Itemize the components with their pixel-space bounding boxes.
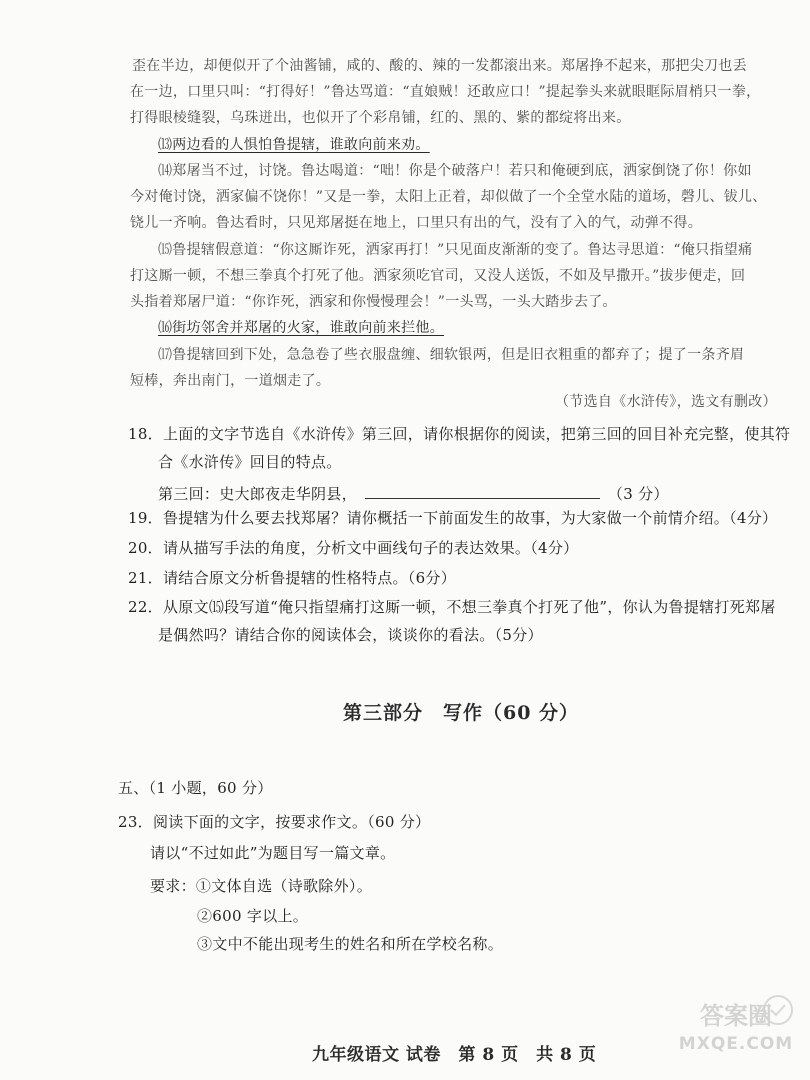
- paragraph-15-line-3: 头指着郑屠尸道：“你诈死，洒家和你慢慢理会！”一头骂，一头大踏步去了。: [130, 294, 617, 310]
- question-18-line-1: 18．上面的文字节选自《水浒传》第三回，请你根据你的阅读，把第三回的回目补充完整，使其符: [128, 425, 791, 443]
- question-22-line-1: 22．从原文⒂段写道“俺只指望痛打这厮一顿，不想三拳真个打死了他”，你认为鲁提辖打死郑屠: [128, 598, 776, 616]
- requirement-2: ②600 字以上。: [197, 907, 309, 925]
- watermark-text-top: 答案圈: [700, 1002, 772, 1030]
- question-18-prefix: 第三回：史大郎夜走华阴县，: [158, 485, 357, 503]
- question-23: 23．阅读下面的文字，按要求作文。（60 分）: [118, 813, 431, 831]
- question-18-score: （3 分）: [607, 485, 669, 503]
- question-20: 20．请从描写手法的角度，分析文中画线句子的表达效果。（4分）: [128, 539, 579, 557]
- requirement-1: 要求：①文体自选（诗歌除外）。: [150, 877, 373, 895]
- section-3-title: 第三部分 写作（60 分）: [343, 702, 580, 724]
- passage-line-2: 在一边，口里只叫：“打得好！”鲁达骂道：“直娘贼！还敢应口！”提起拳头来就眼眶际眉梢只一拳，: [130, 84, 761, 100]
- paragraph-14-line-3: 铙儿一齐响。鲁达看时，只见郑屠挺在地上，口里只有出的气，没有了入的气，动弹不得。: [130, 215, 702, 231]
- question-18-answer-line: [158, 484, 669, 504]
- passage-source: （节选自《水浒传》，选文有删改）: [555, 394, 777, 410]
- question-21: 21．请结合原文分析鲁提辖的性格特点。（6分）: [128, 569, 457, 587]
- paragraph-14-line-2: 今对俺讨饶，洒家偏不饶你！”又是一拳，太阳上正着，却似做了一个全堂水陆的道场，磬儿、钹儿、: [130, 189, 767, 205]
- question-19: 19．鲁提辖为什么要去找郑屠？请你概括一下前面发生的故事，为大家做一个前情介绍。（4分）: [128, 509, 778, 527]
- paragraph-17-line-1: ⒄鲁提辖回到下处，急急卷了些衣服盘缠、细软银两，但是旧衣粗重的都弃了；提了一条齐眉: [158, 347, 745, 363]
- paragraph-14-line-1: ⒁郑屠当不过，讨饶。鲁达喝道：“咄！你是个破落户！若只和俺硬到底，洒家倒饶了你！你如: [158, 163, 752, 179]
- passage-line-1: 歪在半边，却便似开了个油酱铺，咸的、酸的、辣的一发都滚出来。郑屠挣不起来，那把尖刀也丢: [132, 58, 747, 74]
- paragraph-16-underlined: ⒃街坊邻舍并郑屠的火家，谁敢向前来拦他。: [158, 320, 444, 336]
- question-18-answer-blank[interactable]: [365, 486, 600, 499]
- part-5-heading: 五、（1 小题，60 分）: [118, 779, 273, 797]
- page-footer: 九年级语文 试卷 第 8 页 共 8 页: [312, 1045, 597, 1065]
- paragraph-13-underlined: ⒀两边看的人惧怕鲁提辖，谁敢向前来劝。: [158, 137, 430, 153]
- requirement-3: ③文中不能出现考生的姓名和所在学校名称。: [197, 935, 504, 953]
- passage-line-3: 打得眼棱缝裂，乌珠迸出，也似开了个彩帛铺，红的、黑的、紫的都绽将出来。: [130, 110, 631, 126]
- question-22-line-2: 是偶然吗？请结合你的阅读体会，谈谈你的看法。（5分）: [158, 626, 543, 644]
- question-18-line-2: 合《水浒传》回目的特点。: [158, 453, 342, 471]
- paragraph-17-line-2: 短棒，奔出南门，一道烟走了。: [130, 373, 331, 389]
- watermark-text-bottom: MXQE.COM: [678, 1034, 794, 1054]
- site-watermark: [676, 988, 796, 1062]
- essay-prompt: 请以“不过如此”为题目写一篇文章。: [150, 844, 396, 862]
- paragraph-15-line-1: ⒂鲁提辖假意道：“你这厮诈死，洒家再打！”只见面皮渐渐的变了。鲁达寻思道：“俺只指望痛: [158, 242, 753, 258]
- paragraph-15-line-2: 打这厮一顿，不想三拳真个打死了他。洒家须吃官司，又没人送饭，不如及早撒开。”拔步便走，回: [130, 268, 746, 284]
